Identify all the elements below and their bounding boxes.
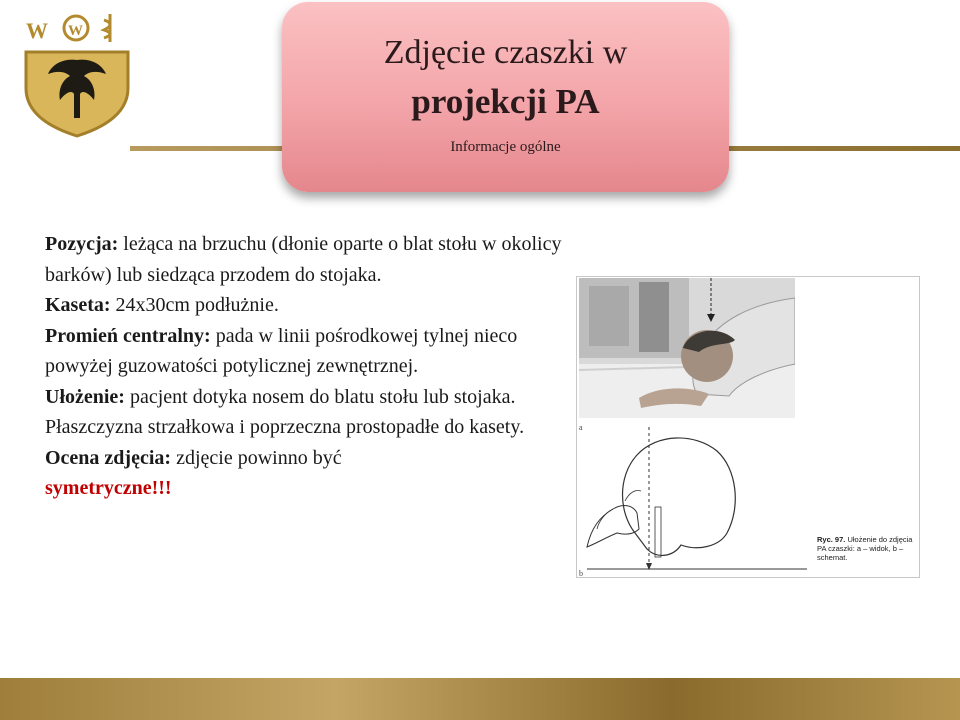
kaseta-label: Kaseta: xyxy=(45,294,111,316)
slide-title-line2: projekcji PA xyxy=(411,82,600,121)
figure-mark-a: a xyxy=(579,423,583,432)
kaseta-paragraph xyxy=(45,290,565,321)
ulozenie-text: pacjent dotyka nosem do blatu stołu lub stojaka. Płaszczyzna strzałkowa i poprzeczna prostopadłe do kasety. xyxy=(45,385,525,438)
body-text xyxy=(45,229,565,504)
positioning-figure xyxy=(576,276,920,578)
slide-title-line1: Zdjęcie czaszki w xyxy=(383,34,628,71)
svg-text:W: W xyxy=(68,23,83,39)
ulozenie-label: Ułożenie: xyxy=(45,385,125,408)
skull-schematic-diagram xyxy=(577,417,817,577)
title-box xyxy=(282,2,729,192)
promien-label: Promień centralny: xyxy=(45,324,211,347)
caption-text: Ułożenie do zdjęcia PA czaszki: a – widok, b – schemat. xyxy=(817,535,913,562)
caption-number: Ryc. 97. xyxy=(817,535,846,544)
ocena-label: Ocena zdjęcia: xyxy=(45,446,172,469)
patient-photo-image xyxy=(579,278,795,418)
pozycja-text: leżąca na brzuchu (dłonie oparte o blat stołu w okolicy barków) lub siedząca przodem do stojaka. xyxy=(45,233,562,286)
slide-subtitle: Informacje ogólne xyxy=(450,139,561,155)
ocena-text: zdjęcie powinno być xyxy=(171,446,342,469)
pozycja-paragraph xyxy=(45,229,565,290)
kaseta-text: 24x30cm podłużnie. xyxy=(110,294,279,316)
ocena-paragraph xyxy=(45,443,565,504)
university-crest-logo xyxy=(18,8,136,138)
svg-text:W: W xyxy=(26,18,48,43)
figure-caption xyxy=(817,535,917,562)
pozycja-label: Pozycja: xyxy=(45,233,119,255)
promien-paragraph xyxy=(45,321,565,382)
ulozenie-paragraph xyxy=(45,382,565,443)
promien-text: pada w linii pośrodkowej tylnej nieco powyżej guzowatości potylicznej zewnętrznej. xyxy=(45,324,518,377)
figure-mark-b: b xyxy=(579,569,583,578)
symetryczne-emphasis: symetryczne!!! xyxy=(45,477,172,499)
footer-gold-bar xyxy=(0,678,960,720)
